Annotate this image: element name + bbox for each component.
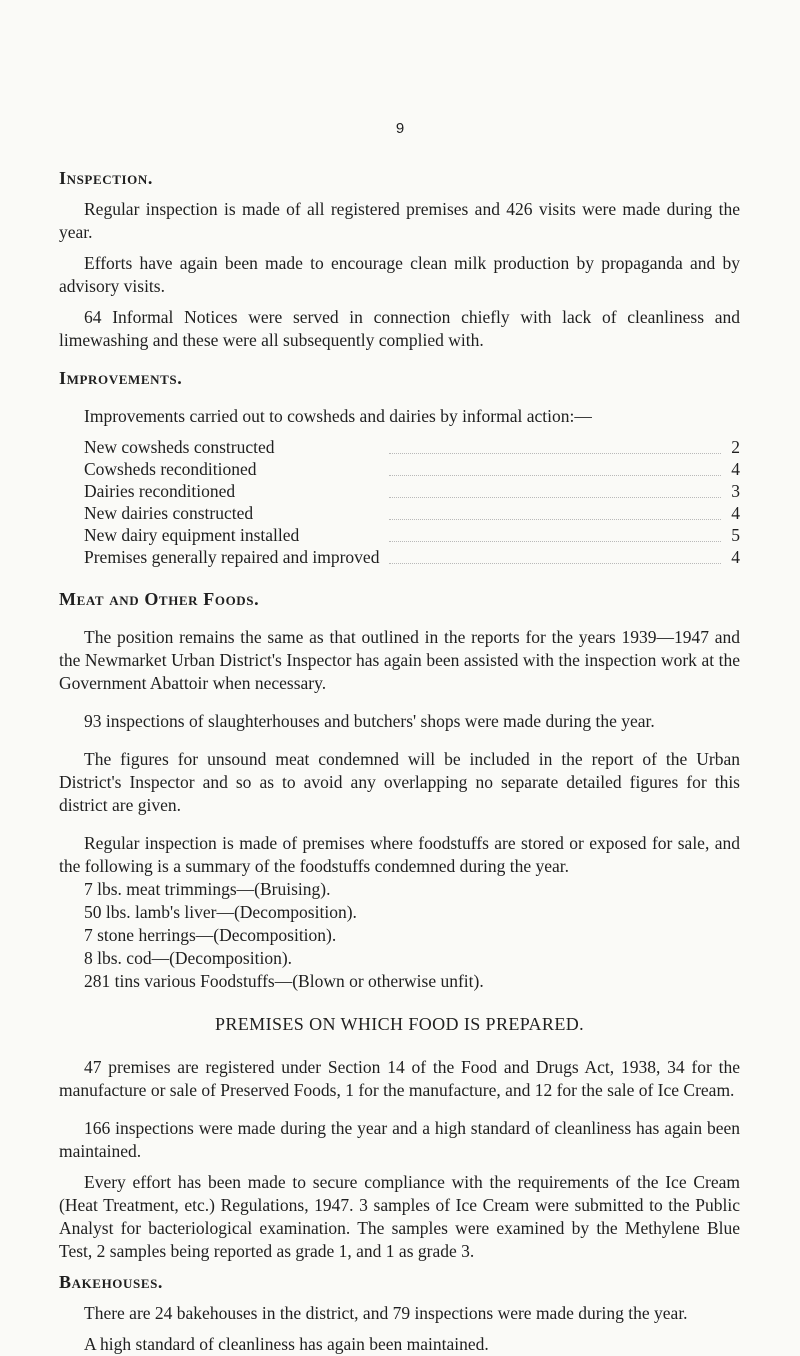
condemned-list [84, 878, 740, 993]
dot-leader [379, 480, 731, 502]
table-row [84, 480, 740, 502]
inspection-paragraph: Efforts have again been made to encourage clean milk production by propaganda and by advisory visits. [59, 253, 740, 296]
document-body [59, 167, 740, 1356]
table-row [84, 546, 740, 568]
list-item: 281 tins various Foodstuffs—(Blown or otherwise unfit). [84, 971, 484, 991]
improvements-heading: Improvements. [59, 368, 183, 388]
improvement-value: 4 [731, 547, 740, 567]
improvement-label: New dairy equipment installed [84, 525, 300, 545]
improvement-value: 4 [731, 459, 740, 479]
improvement-value: 4 [731, 503, 740, 523]
bakehouses-paragraph: There are 24 bakehouses in the district, and 79 inspections were made during the year. [84, 1303, 688, 1323]
improvement-label: Premises generally repaired and improved [84, 547, 380, 567]
list-item: 7 lbs. meat trimmings—(Bruising). [84, 879, 331, 899]
premises-paragraph: 166 inspections were made during the year and a high standard of cleanliness has again been maintained. [59, 1118, 740, 1161]
dot-leader [379, 458, 731, 480]
meat-paragraph: Regular inspection is made of premises where foodstuffs are stored or exposed for sale, and the following is a summary of the foodstuffs condemned during the year. [59, 833, 740, 876]
improvements-section [59, 367, 740, 568]
table-row [84, 436, 740, 458]
list-item: 8 lbs. cod—(Decomposition). [84, 948, 293, 968]
table-row [84, 524, 740, 546]
bakehouses-section [59, 1271, 740, 1356]
improvement-value: 2 [731, 437, 740, 457]
improvements-table [84, 436, 740, 568]
dot-leader [379, 436, 731, 458]
table-row [84, 458, 740, 480]
bakehouses-heading: Bakehouses. [59, 1272, 164, 1292]
improvement-value: 5 [731, 525, 740, 545]
meat-section [59, 588, 740, 993]
meat-paragraph: The position remains the same as that outlined in the reports for the years 1939—1947 and the Newmarket Urban District's Inspector has again been assisted with the inspection work at the Government Abattoir when necessary. [59, 627, 740, 693]
inspection-section [59, 167, 740, 352]
improvement-value: 3 [731, 481, 740, 501]
dot-leader [379, 546, 731, 568]
meat-paragraph: The figures for unsound meat condemned will be included in the report of the Urban District's Inspector and so as to avoid any overlapping no separate detailed figures for this district are given. [59, 749, 740, 815]
premises-heading: PREMISES ON WHICH FOOD IS PREPARED. [214, 1014, 585, 1034]
bakehouses-paragraph: A high standard of cleanliness has again been maintained. [84, 1334, 489, 1354]
improvements-intro: Improvements carried out to cowsheds and dairies by informal action:— [84, 406, 592, 426]
list-item: 7 stone herrings—(Decomposition). [84, 925, 337, 945]
improvement-label: New cowsheds constructed [84, 437, 275, 457]
premises-section [59, 1013, 740, 1263]
dot-leader [379, 502, 731, 524]
improvement-label: New dairies constructed [84, 503, 254, 523]
dot-leader [379, 524, 731, 546]
improvement-label: Cowsheds reconditioned [84, 459, 257, 479]
meat-heading: Meat and Other Foods. [59, 589, 260, 609]
improvement-label: Dairies reconditioned [84, 481, 236, 501]
premises-paragraph: Every effort has been made to secure compliance with the requirements of the Ice Cream (Heat Treatment, etc.) Regulations, 1947. 3 samples of Ice Cream were submitted to the Public Analyst for bacteriological examination. The samples were examined by the Methylene Blue Test, 2 samples being reported as grade 1, and 1 as grade 3. [59, 1172, 740, 1261]
list-item: 50 lbs. lamb's liver—(Decomposition). [84, 902, 357, 922]
inspection-paragraph: Regular inspection is made of all registered premises and 426 visits were made during the year. [59, 199, 740, 242]
inspection-heading: Inspection. [59, 168, 153, 188]
table-row [84, 502, 740, 524]
premises-paragraph: 47 premises are registered under Section 14 of the Food and Drugs Act, 1938, 34 for the manufacture or sale of Preserved Foods, 1 for the manufacture, and 12 for the sale of Ice Cream. [59, 1057, 740, 1100]
page-number: 9 [395, 120, 405, 137]
meat-paragraph: 93 inspections of slaughterhouses and butchers' shops were made during the year. [84, 711, 655, 731]
inspection-paragraph: 64 Informal Notices were served in connection chiefly with lack of cleanliness and limewashing and these were all subsequently complied with. [59, 307, 740, 350]
